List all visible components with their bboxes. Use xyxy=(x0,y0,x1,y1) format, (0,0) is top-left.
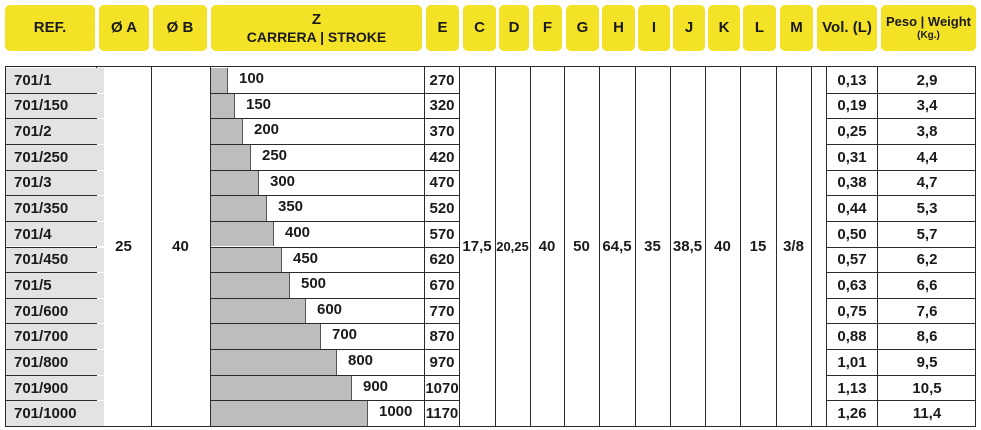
e-cell: 1170 xyxy=(425,405,459,423)
shared-a-value: 25 xyxy=(115,238,132,255)
weight-cell: 5,3 xyxy=(916,200,938,218)
volume-cell: 0,63 xyxy=(837,276,867,294)
header-h xyxy=(602,5,635,51)
volume-cell: 1,01 xyxy=(837,353,867,371)
e-cell: 570 xyxy=(429,225,455,243)
stroke-bar xyxy=(211,350,337,375)
stroke-value: 350 xyxy=(278,198,304,216)
stroke-bar xyxy=(211,94,235,119)
ref-cell: 701/250 xyxy=(6,145,104,170)
header-b xyxy=(153,5,207,51)
header-m xyxy=(780,5,813,51)
e-cell: 870 xyxy=(429,328,455,346)
header-b-label: Ø B xyxy=(166,19,194,37)
volume-cell: 0,75 xyxy=(837,302,867,320)
stroke-bar xyxy=(211,222,274,247)
stroke-bar xyxy=(211,248,282,273)
header-vol xyxy=(817,5,877,51)
stroke-bar xyxy=(211,376,352,401)
ref-cell: 701/450 xyxy=(6,248,104,273)
grid-horizontal-line xyxy=(210,93,459,94)
e-cell: 270 xyxy=(429,71,455,89)
volume-cell: 0,38 xyxy=(837,174,867,192)
ref-cell: 701/2 xyxy=(6,119,104,144)
stroke-value: 400 xyxy=(285,223,311,241)
header-peso xyxy=(881,5,976,51)
ref-cell: 701/700 xyxy=(6,324,104,349)
header-a-label: Ø A xyxy=(110,19,138,37)
volume-cell: 0,31 xyxy=(837,148,867,166)
shared-k-value: 40 xyxy=(714,238,731,255)
header-k xyxy=(708,5,740,51)
header-h-label: H xyxy=(613,19,624,37)
header-l-label: L xyxy=(754,19,765,37)
header-d xyxy=(499,5,529,51)
header-ref xyxy=(5,5,95,51)
stroke-bar xyxy=(211,119,243,144)
stroke-bar xyxy=(211,299,306,324)
header-e xyxy=(426,5,459,51)
shared-f-value: 40 xyxy=(538,238,556,255)
volume-cell: 1,26 xyxy=(837,405,867,423)
stroke-bar xyxy=(211,68,228,93)
header-f-label: F xyxy=(542,19,553,37)
e-cell: 970 xyxy=(429,353,455,371)
ref-cell: 701/5 xyxy=(6,273,104,298)
stroke-value: 150 xyxy=(246,95,272,113)
shared-l-value: 15 xyxy=(749,238,767,255)
volume-cell: 0,50 xyxy=(837,225,867,243)
ref-cell: 701/150 xyxy=(6,94,104,119)
weight-cell: 4,7 xyxy=(916,174,938,192)
stroke-bar xyxy=(211,324,321,349)
header-e-label: E xyxy=(437,19,448,37)
header-l xyxy=(743,5,776,51)
stroke-value: 700 xyxy=(332,326,358,344)
e-cell: 370 xyxy=(429,123,455,141)
weight-cell: 10,5 xyxy=(912,379,942,397)
ref-cell: 701/600 xyxy=(6,299,104,324)
e-cell: 520 xyxy=(429,200,455,218)
ref-cell: 701/900 xyxy=(6,376,104,401)
header-z xyxy=(211,5,422,51)
header-j xyxy=(673,5,705,51)
header-d-label: D xyxy=(508,19,520,37)
header-z-label: Z xyxy=(311,11,322,29)
e-cell: 320 xyxy=(429,97,455,115)
stroke-value: 1000 xyxy=(379,403,413,421)
volume-cell: 0,25 xyxy=(837,123,867,141)
weight-cell: 3,8 xyxy=(916,123,938,141)
header-m-label: M xyxy=(790,19,803,37)
stroke-bar xyxy=(211,171,259,196)
volume-cell: 0,57 xyxy=(837,251,867,269)
stroke-value: 900 xyxy=(363,377,389,395)
weight-cell: 8,6 xyxy=(916,328,938,346)
header-c xyxy=(463,5,496,51)
volume-cell: 1,13 xyxy=(837,379,867,397)
grid-vertical-line xyxy=(811,67,812,426)
e-cell: 770 xyxy=(429,302,455,320)
stroke-value: 300 xyxy=(270,172,296,190)
stroke-bar xyxy=(211,273,290,298)
weight-cell: 3,4 xyxy=(916,97,938,115)
header-g xyxy=(566,5,599,51)
e-cell: 420 xyxy=(429,148,455,166)
ref-cell: 701/350 xyxy=(6,196,104,221)
header-i-label: I xyxy=(651,19,657,37)
shared-g-value: 50 xyxy=(573,238,590,255)
weight-cell: 6,2 xyxy=(916,251,938,269)
shared-i-value: 35 xyxy=(644,238,661,255)
weight-cell: 9,5 xyxy=(916,353,938,371)
shared-m-value: 3/8 xyxy=(783,238,804,255)
stroke-bar xyxy=(211,196,267,221)
header-z-sublabel: CARRERA | STROKE xyxy=(246,28,387,45)
header-j-label: J xyxy=(684,19,694,37)
stroke-value: 100 xyxy=(239,70,265,87)
header-a xyxy=(99,5,149,51)
stroke-value: 200 xyxy=(254,121,280,139)
ref-cell: 701/1 xyxy=(6,68,104,93)
shared-c-value: 17,5 xyxy=(462,238,492,255)
e-cell: 670 xyxy=(429,276,455,294)
header-i xyxy=(638,5,670,51)
volume-cell: 0,44 xyxy=(837,200,867,218)
weight-cell: 7,6 xyxy=(916,302,938,320)
table-header xyxy=(0,0,981,56)
weight-cell: 4,4 xyxy=(916,148,938,166)
stroke-value: 450 xyxy=(293,249,319,267)
stroke-value: 500 xyxy=(301,275,327,293)
header-peso-label: Peso | Weight xyxy=(885,13,972,29)
shared-d-value: 20,25 xyxy=(496,239,529,254)
shared-j-value: 38,5 xyxy=(672,238,703,255)
header-ref-label: REF. xyxy=(33,19,67,37)
grid-horizontal-line xyxy=(210,118,459,119)
header-vol-label: Vol. (L) xyxy=(822,19,872,37)
stroke-value: 800 xyxy=(348,352,374,370)
stroke-bar xyxy=(211,145,251,170)
ref-cell: 701/1000 xyxy=(6,401,104,426)
e-cell: 620 xyxy=(429,251,455,269)
header-g-label: G xyxy=(576,19,589,37)
header-peso-sublabel: (Kg.) xyxy=(917,29,940,41)
weight-cell: 5,7 xyxy=(916,225,938,243)
header-f xyxy=(533,5,562,51)
weight-cell: 11,4 xyxy=(912,405,942,423)
e-cell: 470 xyxy=(429,174,455,192)
e-cell: 1070 xyxy=(425,379,459,397)
weight-cell: 6,6 xyxy=(916,276,938,294)
data-grid xyxy=(5,66,976,427)
weight-cell: 2,9 xyxy=(916,71,938,89)
stroke-value: 250 xyxy=(262,146,288,164)
ref-cell: 701/800 xyxy=(6,350,104,375)
shared-h-value: 64,5 xyxy=(602,238,632,255)
shared-b-value: 40 xyxy=(172,238,189,255)
header-k-label: K xyxy=(718,19,730,37)
stroke-value: 600 xyxy=(317,300,343,318)
volume-cell: 0,13 xyxy=(837,71,867,89)
header-c-label: C xyxy=(474,19,485,37)
ref-cell: 701/4 xyxy=(6,222,104,247)
volume-cell: 0,19 xyxy=(837,97,867,115)
volume-cell: 0,88 xyxy=(837,328,867,346)
ref-cell: 701/3 xyxy=(6,171,104,196)
stroke-bar xyxy=(211,401,368,426)
